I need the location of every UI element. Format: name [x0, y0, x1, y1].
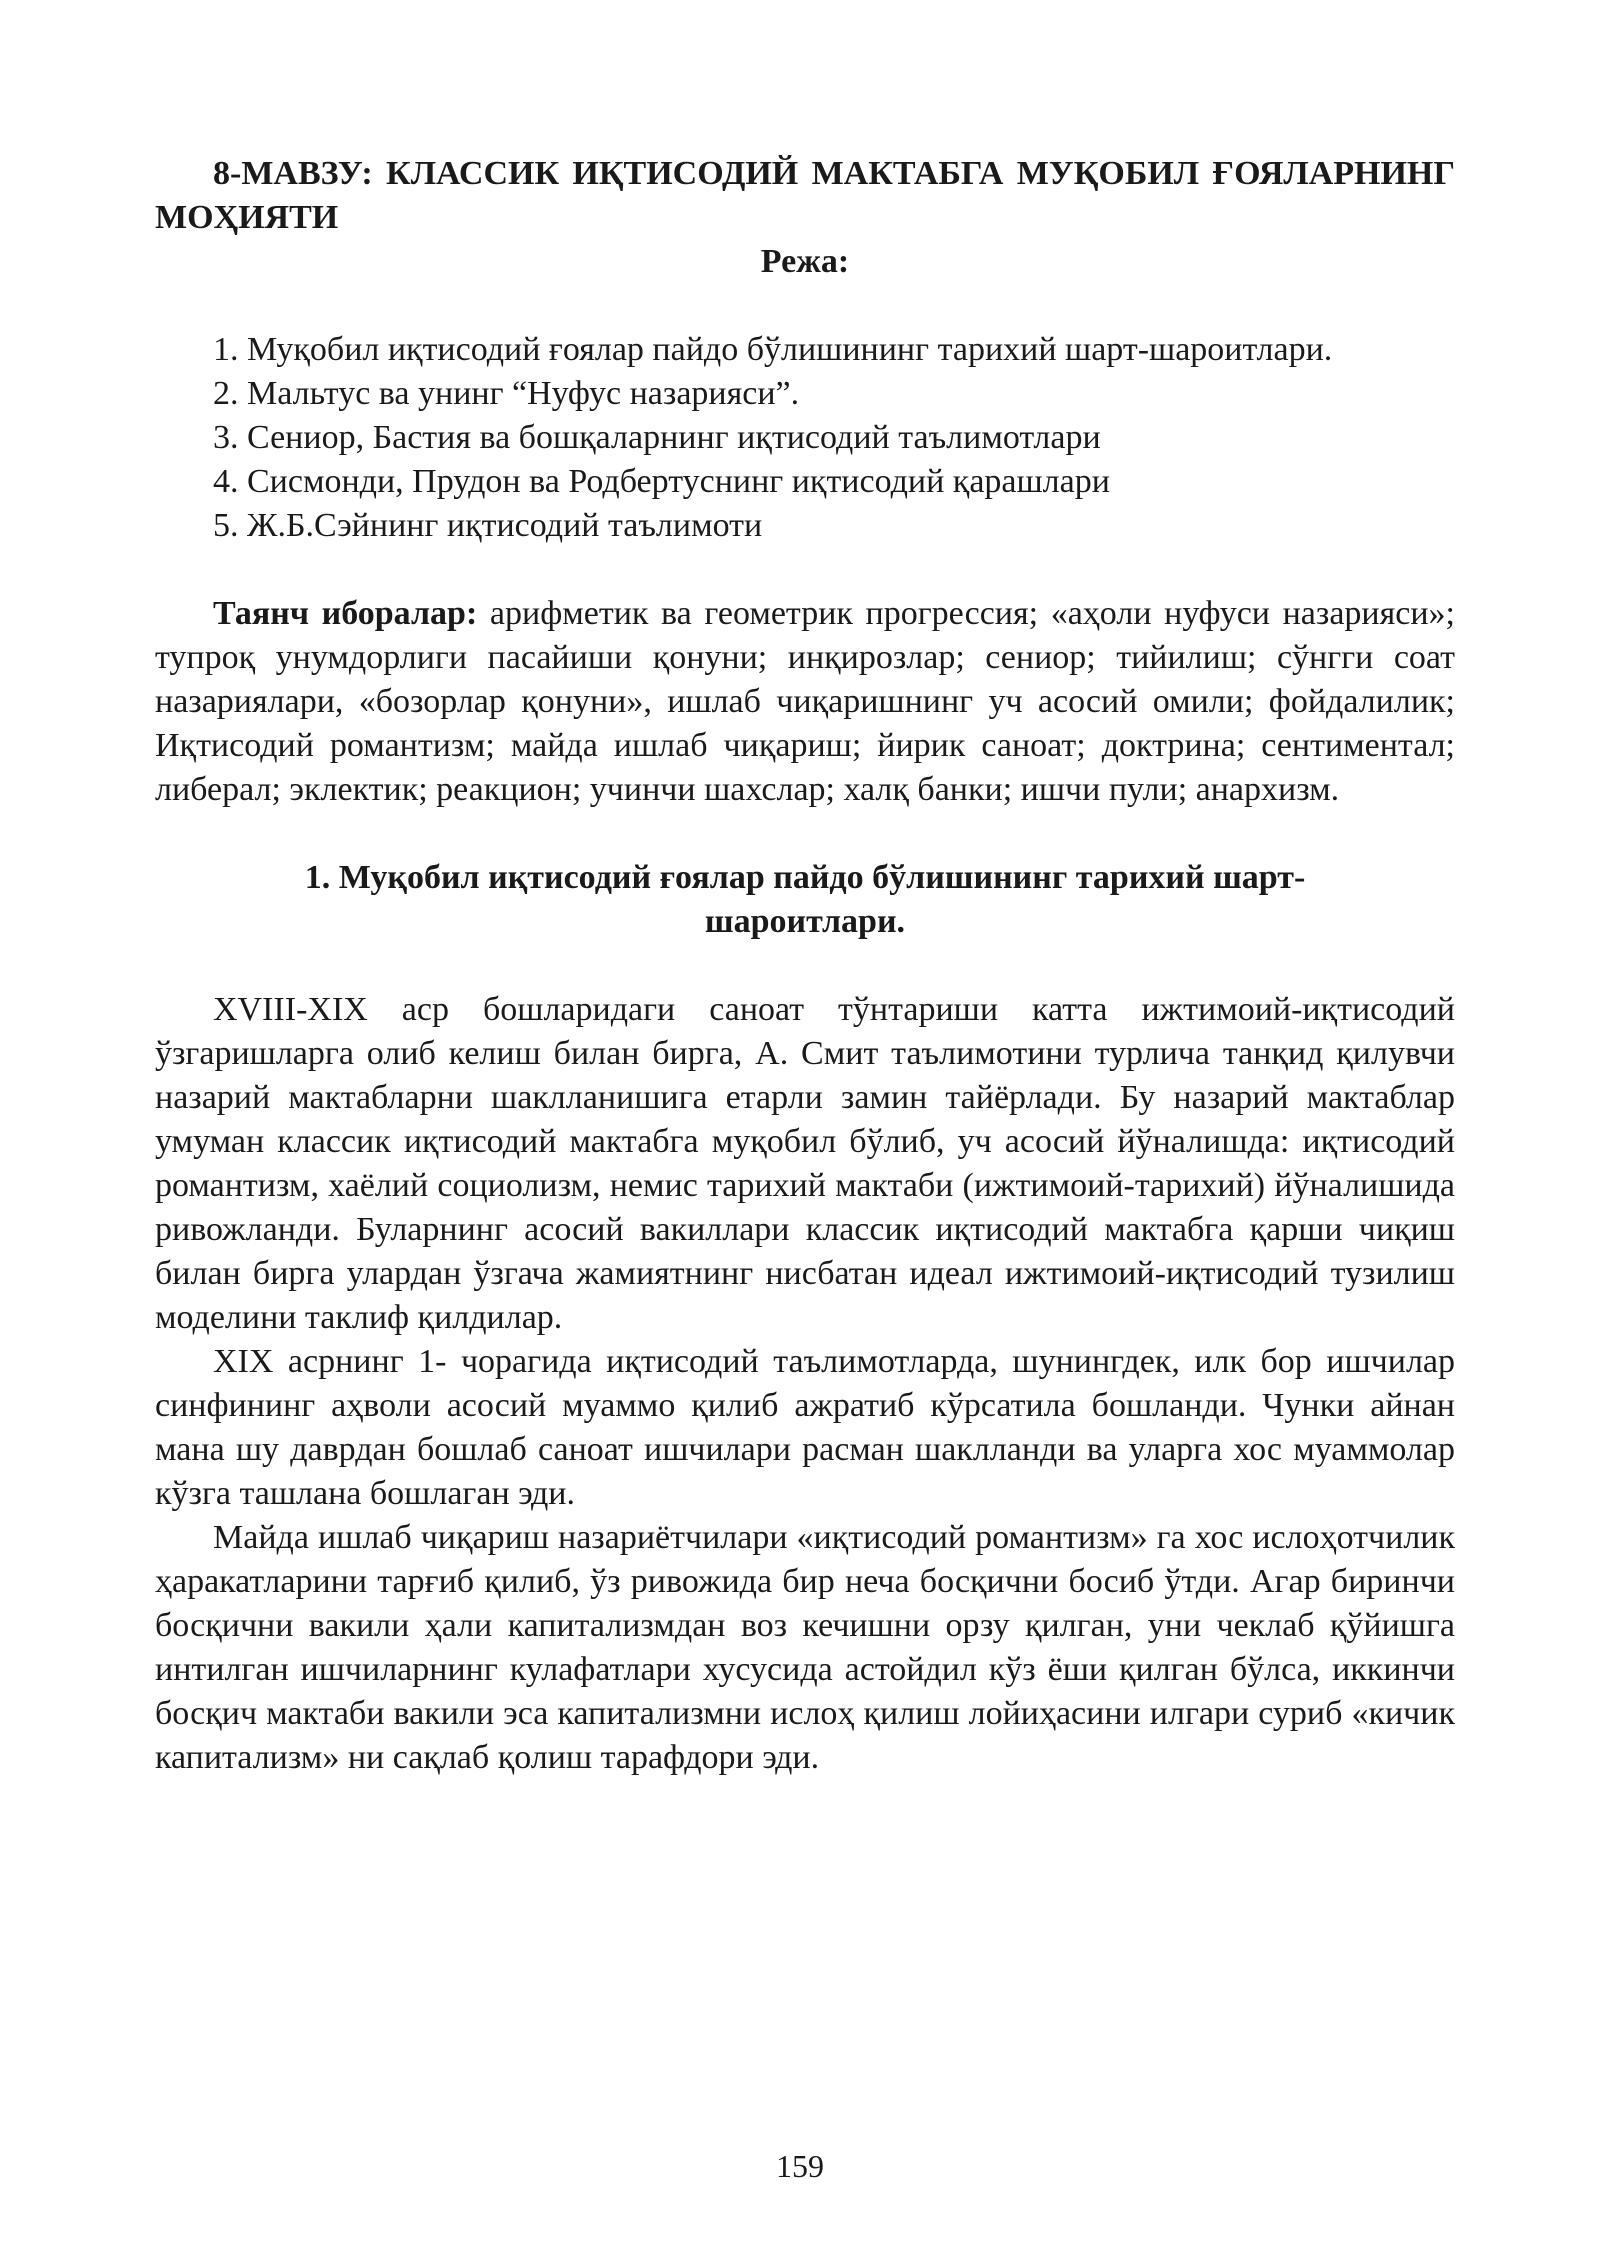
keywords-label: Таянч иборалар: — [213, 595, 478, 632]
plan-list — [155, 328, 1455, 548]
section-body — [155, 988, 1455, 1780]
body-paragraph: XIX асрнинг 1- чорагида иқтисодий таълимотларда, шунингдек, илк бор ишчилар синфининг аҳволи асосий муаммо қилиб ажратиб кўрсатила бошланди. Чунки айнан мана шу даврдан бошлаб саноат ишчилари расман шаклланди ва уларга хос муаммолар кўзга ташлана бошлаган эди. — [155, 1343, 1455, 1512]
body-paragraph: Майда ишлаб чиқариш назариётчилари «иқтисодий романтизм» га хос ислоҳотчилик ҳаракатларини тарғиб қилиб, ўз ривожида бир неча босқични босиб ўтди. Агар биринчи босқични вакили ҳали капитализмдан воз кечишни орзу қилган, уни чеклаб қўйишга интилган ишчиларнинг кулафатлари хусусида астойдил кўз ёши қилган бўлса, иккинчи босқич мактаби вакили эса капитализмни ислоҳ қилиш лойиҳасини илгари суриб «кичик капитализм» ни сақлаб қолиш тарафдори эди. — [155, 1519, 1455, 1776]
plan-item: 3. Сениор, Бастия ва бошқаларнинг иқтисодий таълимотлари — [213, 419, 1101, 456]
plan-item: 1. Муқобил иқтисодий ғоялар пайдо бўлишининг тарихий шарт-шароитлари. — [213, 331, 1333, 368]
plan-item: 5. Ж.Б.Сэйнинг иқтисодий таълимоти — [213, 507, 763, 544]
document-title: 8-МАВЗУ: КЛАССИК ИҚТИСОДИЙ МАКТАБГА МУҚОБИЛ ҒОЯЛАРНИНГ МОҲИЯТИ — [155, 155, 1455, 236]
plan-heading: Режа: — [760, 243, 850, 280]
plan-item: 4. Сисмонди, Прудон ва Родбертуснинг иқтисодий қарашлари — [213, 463, 1110, 500]
section-heading: 1. Муқобил иқтисодий ғоялар пайдо бўлишининг тарихий шарт-шароитлари. — [304, 859, 1306, 940]
page-number: 159 — [776, 2148, 824, 2184]
document-page — [155, 152, 1455, 1780]
keywords-text: арифметик ва геометрик прогрессия; «аҳоли нуфуси назарияси»; тупроқ унумдорлиги пасайиши қонуни; инқирозлар; сениор; тийилиш; сўнгги соат назариялари, «бозорлар қонуни», ишлаб чиқаришнинг уч асосий омили; фойдалилик; Иқтисодий романтизм; майда ишлаб чиқариш; йирик саноат; доктрина; сентиментал; либерал; эклектик; реакцион; учинчи шахслар; халқ банки; ишчи пули; анархизм. — [155, 595, 1455, 808]
plan-item: 2. Мальтус ва унинг “Нуфус назарияси”. — [213, 375, 800, 412]
keywords-paragraph — [155, 592, 1455, 812]
body-paragraph: XVIII-XIX аср бошларидаги саноат тўнтариши катта ижтимоий-иқтисодий ўзгаришларга олиб келиш билан бирга, А. Смит таълимотини турлича танқид қилувчи назарий мактабларни шаклланишига етарли замин тайёрлади. Бу назарий мактаблар умуман классик иқтисодий мактабга муқобил бўлиб, уч асосий йўналишда: иқтисодий романтизм, хаёлий социолизм, немис тарихий мактаби (ижтимоий-тарихий) йўналишида ривожланди. Буларнинг асосий вакиллари классик иқтисодий мактабга қарши чиқиш билан бирга улардан ўзгача жамиятнинг нисбатан идеал ижтимоий-иқтисодий тузилиш моделини таклиф қилдилар. — [155, 991, 1455, 1336]
